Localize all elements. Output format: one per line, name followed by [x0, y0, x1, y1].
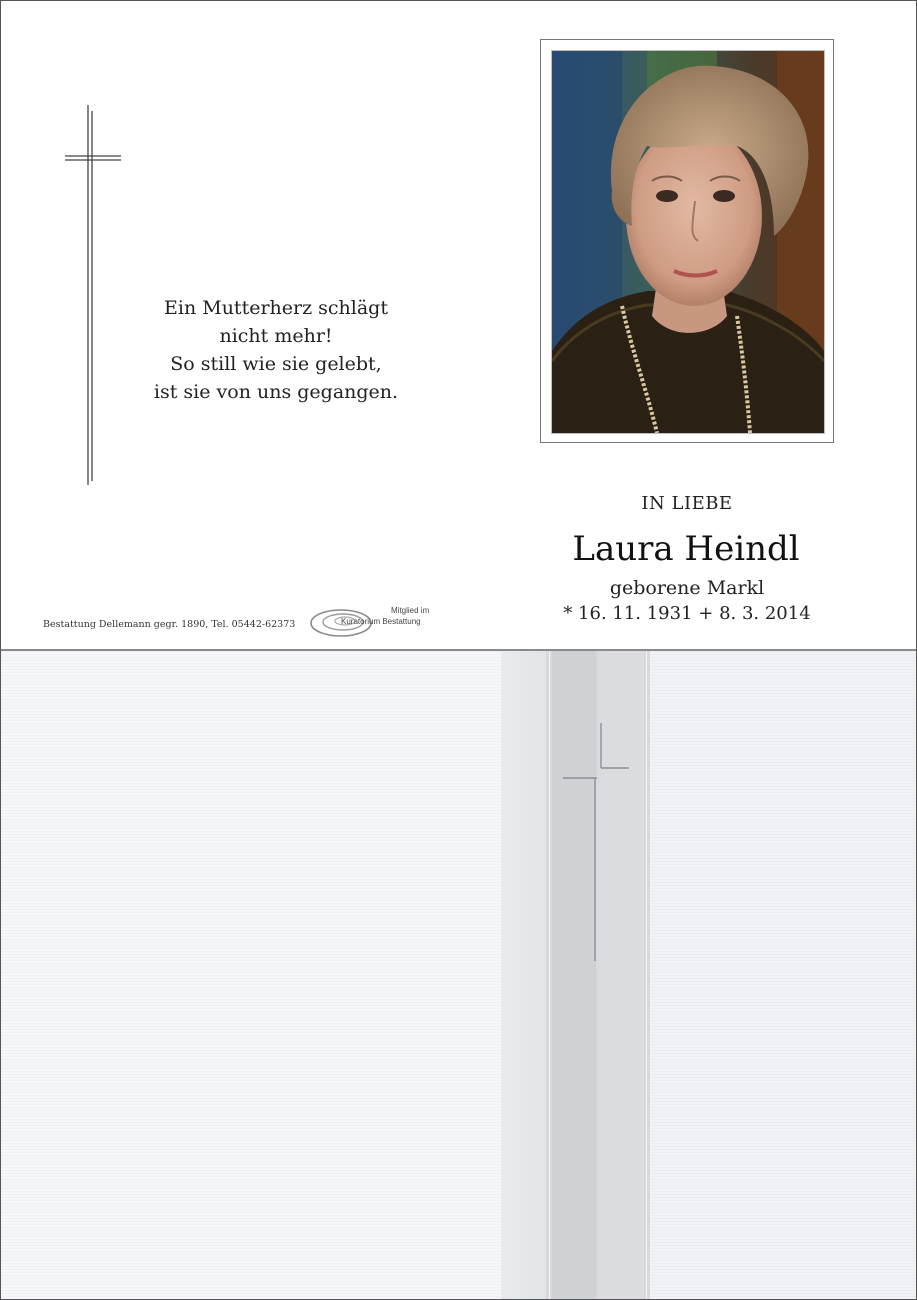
shadow-strip	[501, 651, 546, 1299]
poem-line: ist sie von uns gegangen.	[153, 381, 399, 403]
deceased-name: Laura Heindl	[572, 529, 800, 569]
poem-line: So still wie sie gelebt,	[170, 353, 382, 375]
band-edge-left	[549, 651, 550, 1299]
portrait-image	[552, 51, 824, 433]
in-memory-heading: IN LIEBE	[641, 493, 733, 514]
portrait-frame	[540, 39, 834, 443]
linen-texture-right	[651, 651, 916, 1299]
poem-line: nicht mehr!	[219, 325, 333, 347]
back-panel	[1, 651, 916, 1299]
band-cross-icon	[561, 723, 641, 968]
undertaker-info: Bestattung Dellemann gegr. 1890, Tel. 05442-62373	[43, 619, 296, 630]
birth-name: geborene Markl	[609, 577, 765, 599]
poem-line: Ein Mutterherz schlägt	[164, 297, 388, 319]
portrait-photo	[551, 50, 825, 434]
kuratorium-logo	[309, 604, 449, 642]
poem	[121, 294, 431, 406]
logo-text-line2: Kuratorium Bestattung	[341, 617, 421, 626]
life-dates: * 16. 11. 1931 + 8. 3. 2014	[563, 603, 811, 624]
linen-texture-left	[1, 651, 501, 1299]
cross-icon	[61, 105, 125, 485]
logo-text-line1: Mitglied im	[391, 606, 430, 615]
front-panel	[1, 1, 916, 651]
band-edge-right	[646, 651, 647, 1299]
